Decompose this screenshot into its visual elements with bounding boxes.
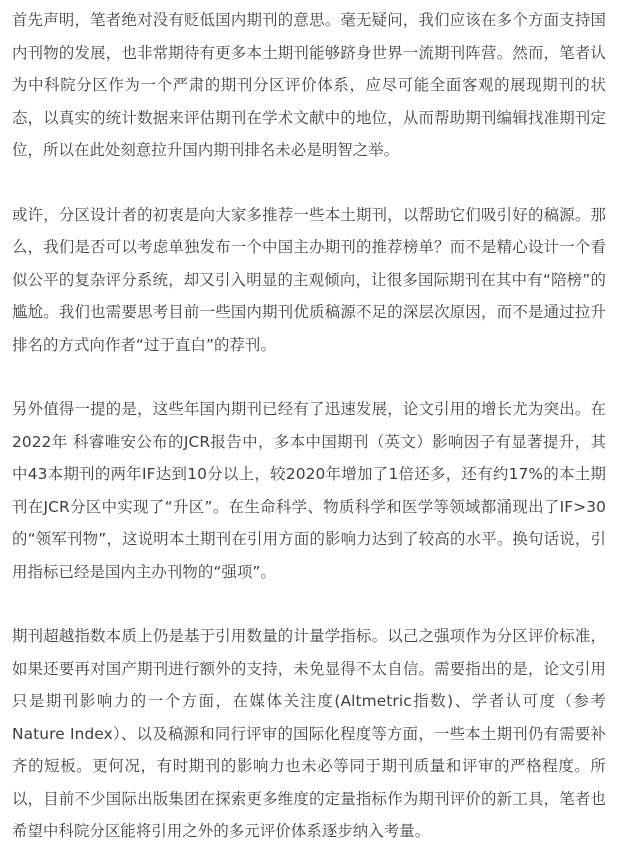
paragraph-jcr-growth: 另外值得一提的是，这些年国内期刊已经有了迅速发展，论文引用的增长尤为突出。在2022年 科睿唯安公布的JCR报告中，多本中国期刊（英文）影响因子有显著提升，其中43本期刊的两年IF达到10分以上，较2020年增加了1倍还多，还有约17%的本土期刊在JCR分区中实现了“升区”。在生命科学、物质科学和医学等领域都涌现出了IF>30的“领军刊物”，这说明本土期刊在引用方面的影响力达到了较高的水平。换句话说，引用指标已经是国内主办刊物的“强项”。 <box>12 400 606 581</box>
paragraph-disclaimer: 首先声明，笔者绝对没有贬低国内期刊的意思。毫无疑问，我们应该在多个方面支持国内刊物的发展，也非常期待有更多本土期刊能够跻身世界一流期刊阵营。然而，笔者认为中科院分区作为一个严肃的期刊分区评价体系，应尽可能全面客观的展现期刊的状态，以真实的统计数据来评估期刊在学术文献中的地位，从而帮助期刊编辑找准期刊定位，所以在此处刻意拉升国内期刊排名未必是明智之举。 <box>12 11 606 159</box>
paragraph-recommendation-list: 或许，分区设计者的初衷是向大家多推荐一些本土期刊，以帮助它们吸引好的稿源。那么，我们是否可以考虑单独发布一个中国主办期刊的推荐榜单？而不是精心设计一个看似公平的复杂评分系统，却又引入明显的主观倾向，让很多国际期刊在其中有“陪榜”的尴尬。我们也需要思考目前一些国内期刊优质稿源不足的深层次原因，而不是通过拉升排名的方式向作者“过于直白”的荐刊。 <box>12 205 606 354</box>
paragraph-citation-metrics: 期刊超越指数本质上仍是基于引用数量的计量学指标。以己之强项作为分区评价标准，如果还要再对国产期刊进行额外的支持，未免显得不太自信。需要指出的是，论文引用只是期刊影响力的一个方面，在媒体关注度(Altmetric指数)、学者认可度（参考Nature Index）、以及稿源和同行评审的国际化程度等方面，一些本土期刊仍有需要补齐的短板。更何况，有时期刊的影响力也未必等同于期刊质量和评审的严格程度。所以，目前不少国际出版集团在探索更多维度的定量指标作为期刊评价的新工具，笔者也希望中科院分区能将引用之外的多元评价体系逐步纳入考量。 <box>12 627 606 840</box>
